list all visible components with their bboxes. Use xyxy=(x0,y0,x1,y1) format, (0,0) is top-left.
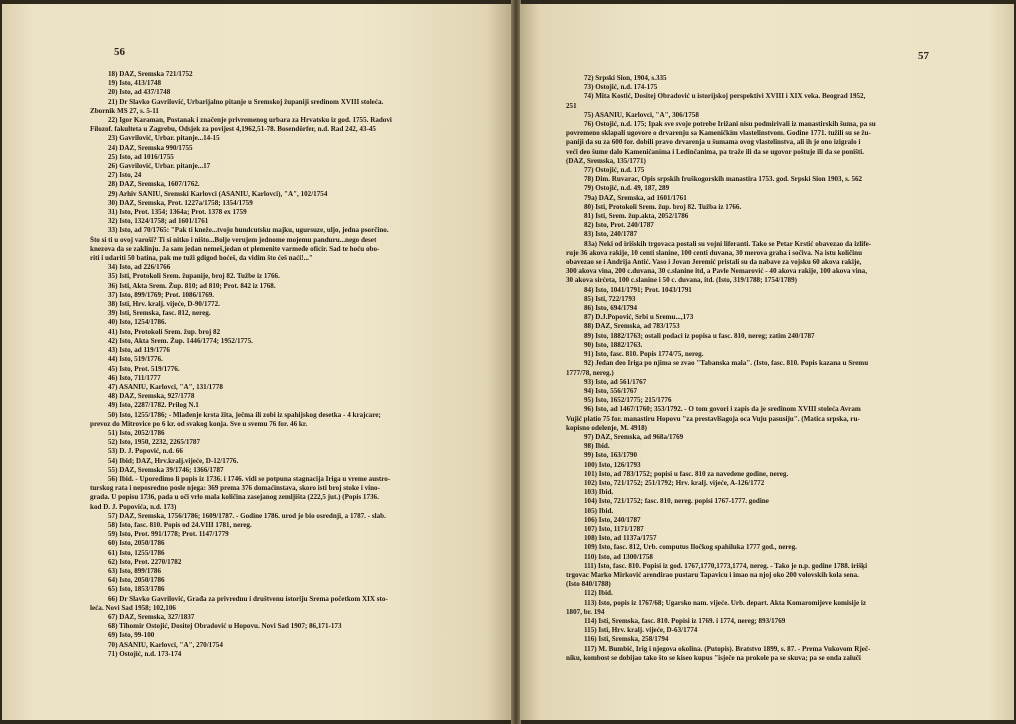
footnote-line: 26) Gavrilović, Urbar. pitanje...17 xyxy=(108,162,211,171)
footnote-line: Zbornik MS 27, s. 5-11 xyxy=(90,106,159,115)
footnote-line: 89) Isto, 1882/1763; ostali podaci iz popisa u fasc. 810, nereg; zatim 240/1787 xyxy=(584,331,815,340)
footnote-line: obavezao se i Andrija Antić. Vaso i Jovan Jeremić pristali su da nabave za vojsku 60 akova rakije, xyxy=(566,258,862,267)
footnote-line: 114) Isti, Sremska, fasc. 810. Popisi iz 1769. i 1774, nereg; 893/1769 xyxy=(584,616,786,625)
footnote-line: 32) Isto, 1324/1758; ad 1601/1761 xyxy=(108,217,209,226)
footnote-line: 25) Isto, ad 1016/1755 xyxy=(108,152,174,161)
footnote-line: 92) Jedan deo Iriga po njima se zvao "Tabanska mala". (Isto, fasc. 810. Popis kazana u Sremu xyxy=(584,359,869,368)
footnote-line: 95) Isto, 1652/1775; 215/1776 xyxy=(584,396,672,405)
footnote-line: 105) Ibid. xyxy=(584,506,614,515)
footnote-line: 33) Isto, ad 70/1765: "Pak ti kneže...tvoju hundcutsku majku, ugursuze, uljo, jedna psorčino. xyxy=(108,226,389,235)
footnote-line: 22) Igor Karaman, Postanak i značenje privremenog urbara za Hrvatsku iz god. 1755. Radovi xyxy=(108,116,392,125)
footnote-line: trgovac Marko Mirković arendirao pustaru Tapavicu i imao na njoj oko 200 volovskih kola sena. xyxy=(566,570,859,579)
footnote-line: 40) Isto, 1254/1786. xyxy=(108,318,167,327)
footnote-line: 65) Isto, 1853/1786 xyxy=(108,585,165,594)
footnote-line: knezova da se zaklinju. Ja sam jedan nemeš,jedan ot plemenite varmeđe oficir. Sad te hoću obo- xyxy=(90,244,380,253)
footnote-line: 115) Isti, Hrv. kralj. vijeće, D-63/1774 xyxy=(584,626,698,635)
footnote-line: 67) DAZ, Sremska, 327/1837 xyxy=(108,612,195,621)
footnote-line: 46) Isto, 711/1777 xyxy=(108,373,161,382)
footnote-line: 47) ASANIU, Karlovci, "A", 131/1778 xyxy=(108,382,223,391)
footnote-line: 24) DAZ, Sremska 990/1755 xyxy=(108,143,193,152)
footnote-line: 80) Isti, Protokoli Srem. žup. broj 82. Tužba iz 1766. xyxy=(584,202,742,211)
footnote-line: 94) Isto, 556/1767 xyxy=(584,386,638,395)
footnote-line: 110) Isto, ad 1300/1758 xyxy=(584,552,653,561)
footnote-line: 100) Isto, 126/1793 xyxy=(584,460,641,469)
footnote-line: 63) Isto, 899/1786 xyxy=(108,566,162,575)
footnote-line: 102) Isto, 721/1752; 251/1792; Hrv. kralj. vijeće, A-126/1772 xyxy=(584,478,765,487)
footnote-line: 76) Ostojić, n.d. 175; Ipak sve svoje potrebe Irižani nisu podmirivali iz manastirskih šuma, pa su xyxy=(584,120,876,129)
page-number: 57 xyxy=(918,50,929,62)
footnote-line: 73) Ostojić, n.d. 174-175 xyxy=(584,83,658,92)
footnote-line: 42) Isto, Akta Srem. Žup. 1446/1774; 1952/1775. xyxy=(108,336,253,345)
footnote-line: 68) Tihomir Ostojić, Dositej Obradović u Hopovu. Novi Sad 1907; 86,171-173 xyxy=(108,622,342,631)
footnote-line: 70) ASANIU, Karlovci, "A", 270/1754 xyxy=(108,640,223,649)
footnote-line: 52) Isto, 1950, 2232, 2265/1787 xyxy=(108,438,201,447)
footnote-line: 59) Isto, Prot. 991/1778; Prot. 1147/1779 xyxy=(108,530,229,539)
footnote-line: 116) Isti, Sremska, 258/1794 xyxy=(584,635,669,644)
footnote-line: 21) Dr Slavko Gavrilović, Urbarijalno pitanje u Sremskoj županiji sredinom XVIII stoleća. xyxy=(108,97,384,106)
footnotes-list xyxy=(90,70,500,659)
footnote-line: 117) M. Bumbić, Irig i njegova okolina. (Putopis). Bratstvo 1899, s. 87. - Prema Vukovom Rječ- xyxy=(584,644,871,653)
footnote-line: 111) Isto, fasc. 810. Popisi iz god. 1767,1770,1773,1774, nereg. - Tako je n.p. godine 1788. irišķi xyxy=(584,561,868,570)
footnote-line: riti i udariti 50 batina, pak me tuži gdigod hoćeš, da vidim što ćeš naći!..." xyxy=(90,254,313,263)
footnote-line: (Isto 840/1788) xyxy=(566,580,611,589)
footnote-line: 49) Isto, 2287/1782. Prilog N.1 xyxy=(108,401,199,410)
footnote-line: kod D. J. Popovića, n.d. 173) xyxy=(90,502,177,511)
footnote-line: 36) Isti, Akta Srem. Žup. 810; ad 810; Prot. 842 iz 1768. xyxy=(108,281,276,290)
footnote-line: veći deo šume dalo Kameničanima i Ledinčanima, pa traže ili da se ugovor poštuje ili da se poništi. xyxy=(566,147,865,156)
footnote-line: Što si ti u ovoj varoši? Ti si nitko i ništo...Bolje verujem jednome mojemu panduru...nego deset xyxy=(90,235,377,244)
footnote-line: 55) DAZ, Sremska 39/1746; 1366/1787 xyxy=(108,465,224,474)
footnote-line: 96) Isto, ad 1467/1760; 353/1792. - O tom govori i zapis da je sredinom XVIII stoleća Avram xyxy=(584,405,861,414)
footnote-line: 75) ASANIU, Karlovci, "A", 306/1758 xyxy=(584,110,699,119)
footnote-line: 39) Isti, Sremska, fasc. 812, nereg. xyxy=(108,309,211,318)
footnote-line: 35) Isti, Protokoli Srem. županije, broj 82. Tužbe iz 1766. xyxy=(108,272,280,281)
footnote-line: (DAZ, Sremska, 135/1771) xyxy=(566,156,646,165)
footnote-line: 48) DAZ, Sremska, 927/1778 xyxy=(108,392,195,401)
footnote-line: 18) DAZ, Sremska 721/1752 xyxy=(108,70,193,78)
footnote-line: 108) Isto, ad 1137a/1757 xyxy=(584,534,657,543)
footnote-line: 37) Isto, 899/1769; Prot. 1086/1769. xyxy=(108,290,215,299)
footnote-line: 251 xyxy=(566,101,577,110)
footnote-line: 45) Isto, Prot. 519/1776. xyxy=(108,364,180,373)
footnote-line: 78) Dim. Ruvarac, Opis srpskih fruškogorskih manastira 1753. god. Srpski Sion 1903, s. 562 xyxy=(584,175,863,184)
footnote-line: 74) Mita Kostić, Dositej Obradović u istorijskoj perspektivi XVIII i XIX veka. Beograd 1952, xyxy=(584,92,866,101)
footnote-line: 84) Isto, 1041/1791; Prot. 1043/1791 xyxy=(584,285,692,294)
footnote-line: 28) DAZ, Sremska, 1607/1762. xyxy=(108,180,200,189)
footnote-line: leća. Novi Sad 1958; 102,106 xyxy=(90,603,176,612)
footnote-line: 107) Isto, 1171/1787 xyxy=(584,524,644,533)
footnote-line: 97) DAZ, Sremska, ad 968a/1769 xyxy=(584,432,684,441)
footnote-line: 57) DAZ, Sremska, 1756/1786; 1609/1787. - Godine 1786. urod je bio osrednji, a 1787. - slab. xyxy=(108,511,386,520)
footnote-line: 44) Isto, 519/1776. xyxy=(108,355,163,364)
footnote-line: 34) Isto, ad 226/1766 xyxy=(108,263,171,272)
footnote-line: 79) Ostojić, n.d. 49, 187, 289 xyxy=(584,184,670,193)
footnote-line: 77) Ostojić, n.d. 175 xyxy=(584,166,645,175)
footnote-line: kopisno odelenje, M. 4918) xyxy=(566,423,647,432)
footnote-line: 29) Arhiv SANIU, Sremski Karlovci (ASANIU, Karlovci), "A", 102/1754 xyxy=(108,189,328,198)
footnote-line: 61) Isto, 1255/1786 xyxy=(108,548,165,557)
footnote-line: 87) D.J.Popović, Srbi u Sremu...,173 xyxy=(584,313,694,322)
footnote-line: 82) Isto, Prot. 240/1787 xyxy=(584,221,654,230)
footnote-line: 66) Dr Slavko Gavrilović, Građa za privrednu i društvenu istoriju Srema početkom XIX sto- xyxy=(108,594,388,603)
footnote-line: 69) Isto, 99-100 xyxy=(108,631,155,640)
footnote-line: 30) DAZ, Sremska, Prot. 1227a/1758; 1354/1759 xyxy=(108,198,253,207)
footnote-line: 81) Isti, Srem. žup.akta, 2052/1786 xyxy=(584,212,689,221)
footnote-line: 72) Srpski Sion, 1904, s.335 xyxy=(584,74,667,82)
footnote-line: 103) Ibid. xyxy=(584,488,614,497)
footnote-line: 113) Isto, popis iz 1767/68; Ugarsko nam. vijeće. Urb. depart. Akta Komaromijeve komisije iz xyxy=(584,598,867,607)
right-page xyxy=(520,4,1014,720)
footnote-line: 109) Isto, fasc. 812, Urb. computus Iločkog spahiluka 1777 god., nereg. xyxy=(584,543,797,552)
footnote-line: 90) Isto, 1882/1763. xyxy=(584,340,643,349)
footnote-line: 104) Isto, 721/1752; fasc. 810, nereg. popisi 1767-1777. godine xyxy=(584,497,769,506)
footnote-line: 20) Isto, ad 437/1748 xyxy=(108,88,171,97)
footnote-line: 41) Isto, Protokoli Srem. žup. broj 82 xyxy=(108,327,221,336)
footnote-line: turskog rata i neposredno posle njega: 369 prema 376 domaćinstava, skoro isti broj stoke i vino- xyxy=(90,484,380,493)
footnote-line: 43) Isto, ad 119/1776 xyxy=(108,346,170,355)
footnote-line: 79a) DAZ, Sremska, ad 1601/1761 xyxy=(584,193,687,202)
footnote-line: 300 akova vina, 200 c.duvana, 30 c.slanine itd, a Pavle Nemarović - 40 akova rakije, 100 akova vina, xyxy=(566,267,867,276)
footnote-line: 91) Isto, fasc. 810. Popis 1774/75, nereg. xyxy=(584,350,704,359)
footnote-line: 54) Ibid; DAZ, Hrv.kralj.vijeće, D-12/1776. xyxy=(108,456,239,465)
footnote-line: 64) Isto, 2050/1786 xyxy=(108,576,165,585)
footnote-line: 101) Isto, ad 783/1752; popisi u fasc. 810 za navedene godine, nereg. xyxy=(584,469,789,478)
footnote-line: 31) Isto, Prot. 1354; 1364a; Prot. 1378 ex 1759 xyxy=(108,208,247,217)
footnote-line: 60) Isto, 2050/1786 xyxy=(108,539,165,548)
footnote-line: 99) Isto, 163/1790 xyxy=(584,451,638,460)
footnote-line: 71) Ostojić, n.d. 173-174 xyxy=(108,649,182,658)
footnote-line: 19) Isto, 413/1748 xyxy=(108,79,162,88)
footnote-line: 1777/78, nereg.) xyxy=(566,368,614,377)
footnote-line: 98) Ibid. xyxy=(584,442,610,451)
page-number: 56 xyxy=(114,46,125,58)
footnote-line: ruje 36 akova rakije, 10 centi slanine, 100 centi duvana, 30 merova graha i sočiva. Na istu količinu xyxy=(566,248,863,257)
footnote-line: 30 akova sirćeta, 100 c.slanine i 50 c. duvana, itd. (Isto, 319/1788; 1754/1789) xyxy=(566,276,797,285)
footnote-line: 53) D. J. Popović, n.d. 66 xyxy=(108,447,183,456)
footnote-line: niku, kombost se dobijao tako što se kiseo kupus "isječe na prokole pa se skuva; pa se onda zaluči xyxy=(566,653,861,662)
footnote-line: 86) Isto, 694/1794 xyxy=(584,304,638,313)
footnote-line: 58) Isto, fasc. 810. Popis od 24.VIII 1781, nereg. xyxy=(108,520,252,529)
footnote-line: 85) Isti, 722/1793 xyxy=(584,294,636,303)
footnote-line: Vujić platio 75 for. manastiru Hopovu "za prestavlšagoja oca Vuju pasusiju". (Matica srpska, ru- xyxy=(566,414,860,423)
footnote-line: 62) Isto, Prot. 2270/1782 xyxy=(108,557,182,566)
footnote-line: paniji da su za 600 for. dobili pravo drvarenja u šumama ovog vlastelinstva, ali ih je ono izigralo i xyxy=(566,138,861,147)
footnotes-list xyxy=(566,74,986,663)
footnote-line: 93) Isto, ad 561/1767 xyxy=(584,377,647,386)
footnote-line: 1807, br. 194 xyxy=(566,607,605,616)
footnote-line: grada. U popisu 1736, pada u oči vrlo mala količina zasejanog zemljišta (222,5 jut.) (Popis 1736. xyxy=(90,493,379,502)
footnote-line: 88) DAZ, Sremska, ad 783/1753 xyxy=(584,322,680,331)
footnote-line: 83) Isto, 240/1787 xyxy=(584,230,638,239)
footnote-line: 38) Isti, Hrv. kralj. vijeće, D-90/1772. xyxy=(108,300,220,309)
left-page xyxy=(2,4,512,720)
footnote-line: 27) Isto, 24 xyxy=(108,171,142,180)
footnote-line: povremeno sklapali ugovore o drvarenju sa Kameničkim vlastelinstvom. Godine 1771. tužili su se žu- xyxy=(566,129,871,138)
footnote-line: 56) Ibid. - Uporedimo li popis iz 1736. i 1746. vidi se potpuna stagnacija Iriga u vreme austro- xyxy=(108,474,391,483)
footnote-line: 112) Ibid. xyxy=(584,589,613,598)
footnote-line: 50) Isto, 1255/1786; - Mlađenje krsta žita, ječma ili zobi iz spahijskog desetka - 4 krajcare; xyxy=(108,410,381,419)
footnote-line: Filozof. fakulteta u Zagrebu, Odsjek za povijest 4,1962,51-78. Bosendörfer, n.d. Rad 242, 43-45 xyxy=(90,125,376,134)
footnote-line: 51) Isto, 2052/1786 xyxy=(108,428,165,437)
footnote-line: prevoz do Mitrovice po 6 kr. od svakog konja. Sve u svemu 76 for. 46 kr. xyxy=(90,419,308,428)
footnote-line: 106) Isto, 240/1787 xyxy=(584,515,641,524)
footnote-line: 83a) Neki od irišskih trgovaca postali su vojni liferanti. Tako se Petar Krstić obavezao da izlife- xyxy=(584,239,872,248)
footnote-line: 23) Gavrilović, Urbar. pitanje...14-15 xyxy=(108,134,220,143)
